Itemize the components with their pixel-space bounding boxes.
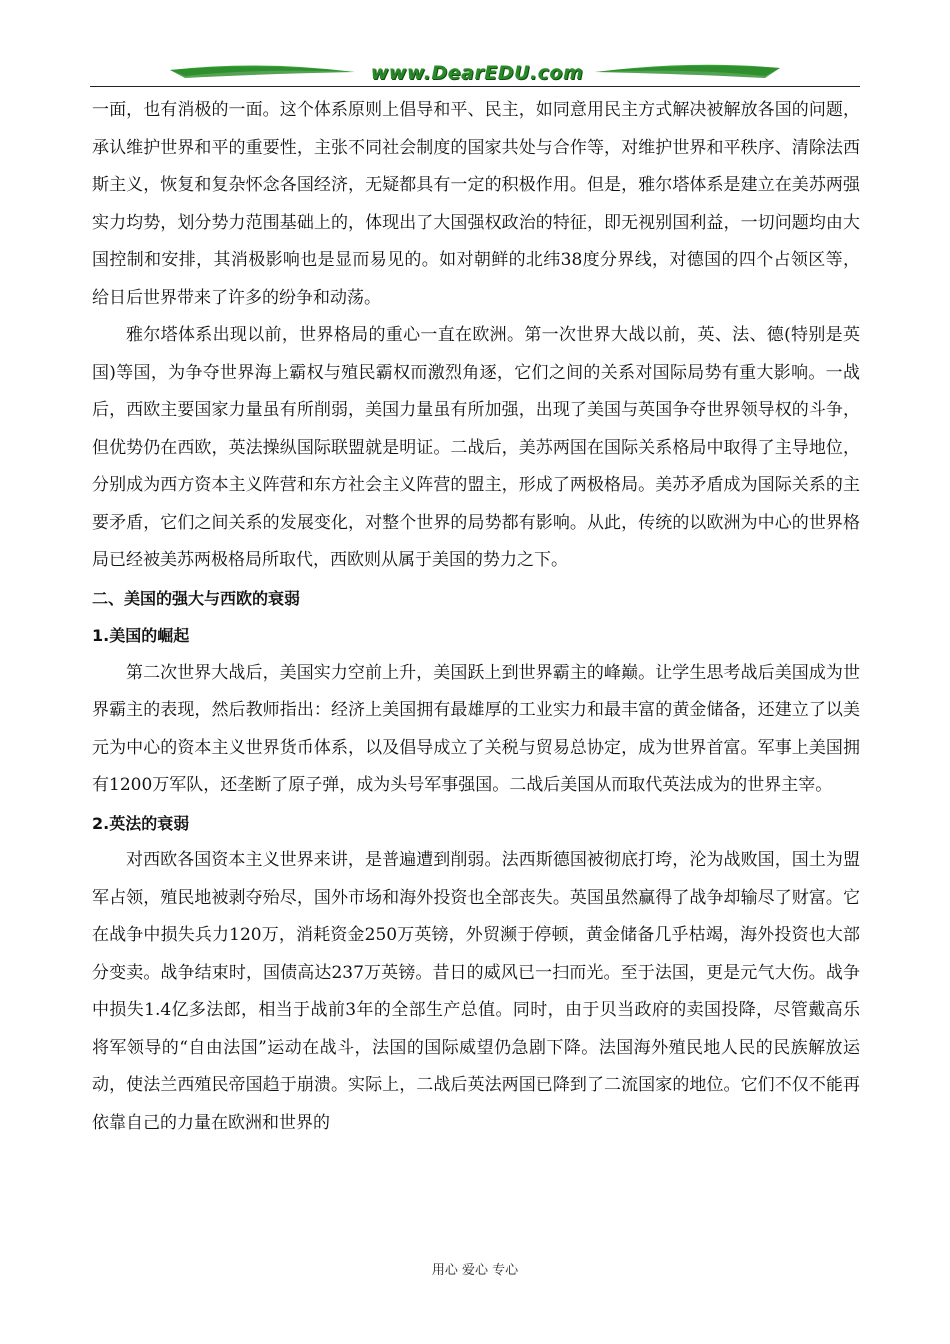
subsection-heading-us-rise: 1.美国的崛起 — [92, 626, 190, 645]
document-body — [92, 92, 860, 1142]
header-divider — [90, 86, 860, 87]
paragraph-yalta-world-order: 雅尔塔体系出现以前，世界格局的重心一直在欧洲。第一次世界大战以前，英、法、德(特别是英国)等国，为争夺世界海上霸权与殖民霸权而激烈角逐，它们之间的关系对国际局势有重大影响。一战后，西欧主要国家力量虽有所削弱，美国力量虽有所加强，出现了美国与英国争夺世界领导权的斗争，但优势仍在西欧，英法操纵国际联盟就是明证。二战后，美苏两国在国际关系格局中取得了主导地位，分别成为西方资本主义阵营和东方社会主义阵营的盟主，形成了两极格局。美苏矛盾成为国际关系的主要矛盾，它们之间关系的发展变化，对整个世界的局势都有影响。从此，传统的以欧洲为中心的世界格局已经被美苏两极格局所取代，西欧则从属于美国的势力之下。 — [92, 325, 860, 570]
site-logo-text[interactable]: www.DearEDU.com — [370, 62, 584, 84]
subsection-heading-uk-france-decline: 2.英法的衰弱 — [92, 813, 190, 833]
page-footer: 用心 爱心 专心 — [431, 1263, 519, 1278]
paragraph-continued: 一面，也有消极的一面。这个体系原则上倡导和平、民主，如同意用民主方式解决被解放各国的问题，承认维护世界和平的重要性，主张不同社会制度的国家共处与合作等，对维护世界和平秩序、清除法西斯主义，恢复和复杂怀念各国经济，无疑都具有一定的积极作用。但是，雅尔塔体系是建立在美苏两强实力均势，划分势力范围基础上的，体现出了大国强权政治的特征，即无视别国利益，一切问题均由大国控制和安排，其消极影响也是显而易见的。如对朝鲜的北纬38度分界线，对德国的四个占领区等，给日后世界带来了许多的纷争和动荡。 — [92, 100, 860, 308]
section-heading: 二、美国的强大与西欧的衰弱 — [92, 588, 301, 608]
paragraph-uk-france-decline: 对西欧各国资本主义世界来讲，是普遍遭到削弱。法西斯德国被彻底打垮，沦为战败国，国土为盟军占领，殖民地被剥夺殆尽，国外市场和海外投资也全部丧失。英国虽然赢得了战争却输尽了财富。它在战争中损失兵力120万，消耗资金250万英镑，外贸濒于停顿，黄金储备几乎枯竭，海外投资也大部分变卖。战争结束时，国债高达237万英镑。昔日的威风已一扫而光。至于法国，更是元气大伤。战争中损失1.4亿多法郎，相当于战前3年的全部生产总值。同时，由于贝当政府的卖国投降，尽管戴高乐将军领导的“自由法国”运动在战斗，法国的国际威望仍急剧下降。法国海外殖民地人民的民族解放运动，使法兰西殖民帝国趋于崩溃。实际上，二战后英法两国已降到了二流国家的地位。它们不仅不能再依靠自己的力量在欧洲和世界的 — [92, 850, 860, 1133]
paragraph-us-rise: 第二次世界大战后，美国实力空前上升，美国跃上到世界霸主的峰巅。让学生思考战后美国成为世界霸主的表现，然后教师指出：经济上美国拥有最雄厚的工业实力和最丰富的黄金储备，还建立了以美元为中心的资本主义世界货币体系，以及倡导成立了关税与贸易总协定，成为世界首富。军事上美国拥有1200万军队，还垄断了原子弹，成为头号军事强国。二战后美国从而取代英法成为的世界主宰。 — [92, 662, 860, 795]
